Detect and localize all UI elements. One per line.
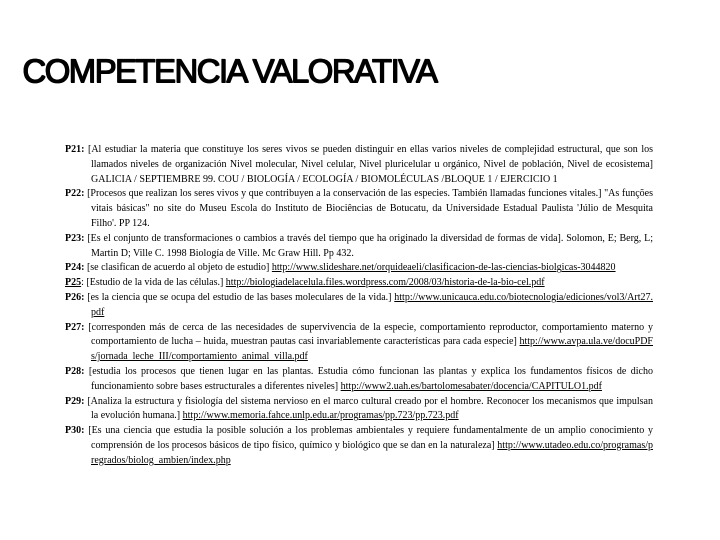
item-link[interactable]: http://biologiadelacelula.files.wordpress.com/2008/03/historia-de-la-bio-cel.pdf [225, 277, 545, 289]
references-list [65, 143, 653, 469]
item-label: P22: [65, 188, 85, 200]
item-label: P25 [65, 277, 82, 289]
list-item [65, 261, 653, 276]
item-label: P24: [65, 262, 85, 274]
item-link[interactable]: http://www.unicauca.edu.co/biotecnologia/ediciones/vol3/Art27.pdf [91, 291, 654, 318]
item-text: [Es el conjunto de transformaciones o cambios a través del tiempo que ha originado la diversidad de formas de vida]. Solomon, E; Berg, L; Martin D; Ville C. 1998 Biología de Ville. Mc Graw Hill. Pp 432. [87, 232, 654, 259]
item-text: [corresponden más de cerca de las necesidades de supervivencia de la especie, comportamiento reproductor, comportamiento materno y comportamiento de lucha – huida, muestran pautas casi invariablemente características para cada especie] [88, 321, 653, 348]
item-link[interactable]: http://www.avpa.ula.ve/docuPDFs/jornada_leche_III/comportamiento_animal_villa.pdf [91, 336, 653, 363]
list-item [65, 424, 653, 468]
item-label: P27: [65, 321, 85, 333]
item-link[interactable]: http://www.slideshare.net/orquideaeli/clasificacion-de-las-ciencias-biolgicas-3044820 [271, 262, 616, 274]
item-text: [Analiza la estructura y fisiología del sistema nervioso en el marco cultural creado por el hombre. Reconocer los mecanismos que impulsan la evolución humana.] [87, 395, 653, 422]
item-text: [estudia los procesos que tienen lugar en las plantas. Estudia cómo funcionan las plantas y explica los fundamentos físicos de dicho funcionamiento sobre bases estructurales a diferentes niveles] [88, 365, 653, 392]
item-text: [Es una ciencia que estudia la posible solución a los problemas ambientales y requiere fundamentalmente de un amplio conocimiento y comprensión de los procesos básicos de tipo físico, químico y biológico que se dan en la naturaleza] [88, 425, 654, 451]
list-item [65, 232, 653, 262]
item-text: [Procesos que realizan los seres vivos y que contribuyen a la conservación de las especies. También llamadas funciones vitales.] "As funções vitais básicas" no site do Museu Escola do Instituto de Biociências de Botucatu, da Universidade Estadual Paulista 'Júlio de Mesquita Filho'. PP 124. [87, 188, 654, 229]
item-text: [se clasifican de acuerdo al objeto de estudio] [86, 262, 272, 274]
list-item [65, 143, 653, 187]
item-text: [es la ciencia que se ocupa del estudio de las bases moleculares de la vida.] [87, 291, 395, 303]
page-title: COMPETENCIA VALORATIVA [22, 52, 437, 89]
item-label: P30: [65, 425, 85, 437]
list-item [65, 187, 653, 231]
item-label: P28: [65, 365, 85, 377]
item-link[interactable]: http://www2.uah.es/bartolomesabater/docencia/CAPITULO1.pdf [340, 380, 602, 392]
list-item [65, 321, 653, 365]
item-label: P21: [65, 144, 85, 155]
list-item [65, 276, 653, 291]
item-label: P26: [65, 291, 85, 303]
list-item [65, 365, 653, 395]
item-label: P23: [65, 232, 85, 244]
list-item [65, 395, 653, 425]
item-text: [Al estudiar la materia que constituye los seres vivos se pueden distinguir en ellas varios niveles de complejidad estructural, que son los llamados niveles de organización Nivel molecular, Nivel celular, Nivel pluricelular u orgánico, Nivel de población, Nivel de ecosistema] GALICIA / SEPTIEMBRE 99. COU / BIOLOGÍA / ECOLOGÍA / BIOMOLÉCULAS /BLOQUE 1 / EJERCICIO 1 [88, 144, 653, 185]
item-link[interactable]: http://www.memoria.fahce.unlp.edu.ar/programas/pp.723/pp.723.pdf [182, 410, 459, 422]
list-item [65, 291, 653, 321]
item-link[interactable]: http://www.utadeo.edu.co/programas/pregrados/biolog_ambien/index.php [91, 439, 653, 466]
item-text: : [Estudio de la vida de las células.] [81, 277, 226, 289]
item-label: P29: [65, 395, 85, 407]
